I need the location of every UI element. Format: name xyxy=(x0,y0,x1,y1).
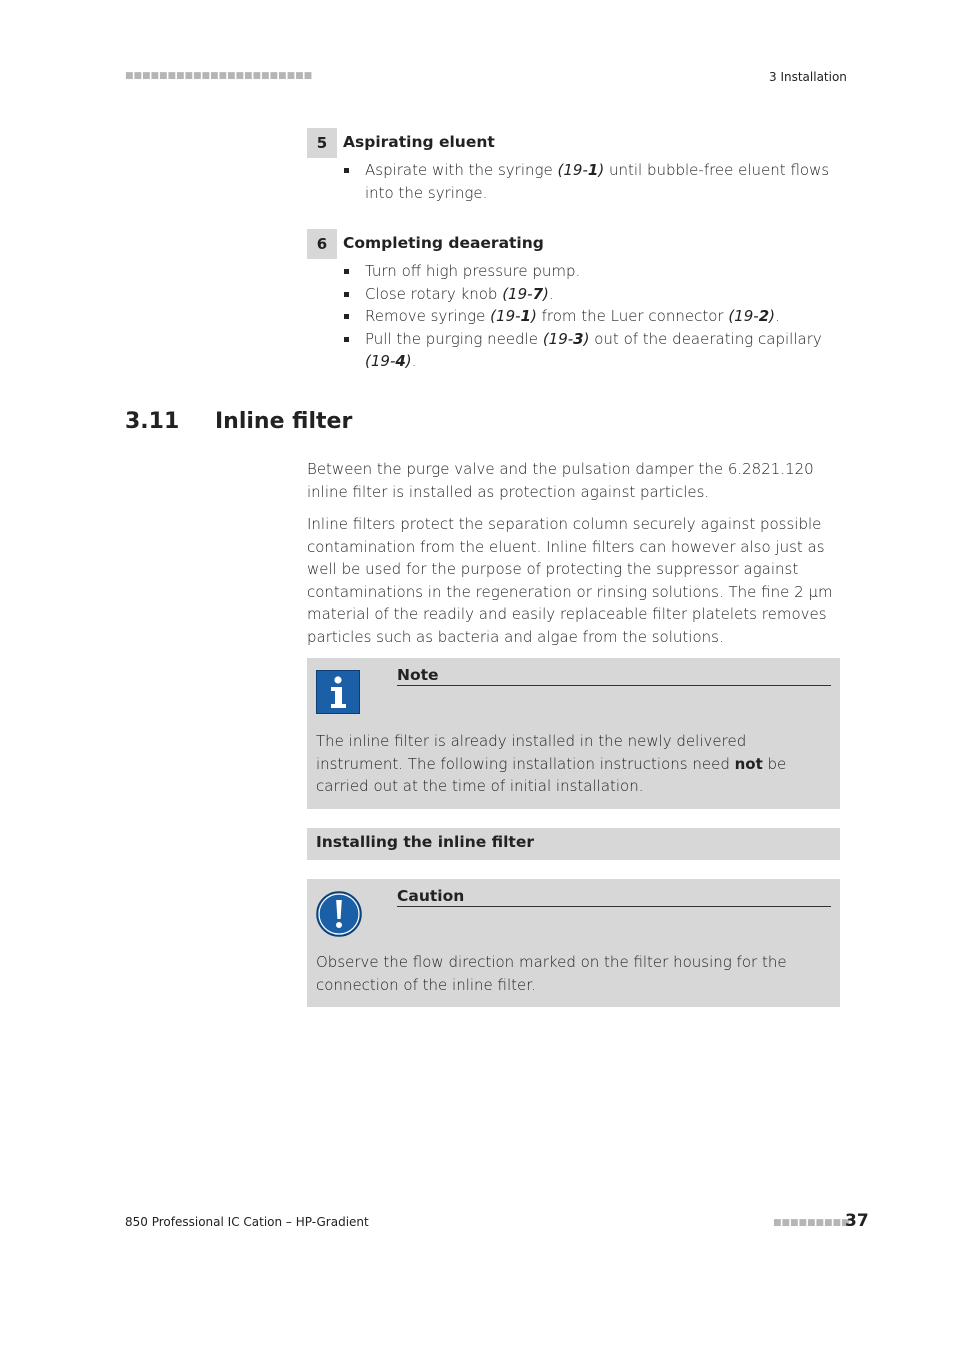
step-number: 6 xyxy=(307,229,337,259)
paragraph: Between the purge valve and the pulsation damper the 6.2821.120 inline filter is installed as protection against particles. xyxy=(307,460,814,501)
paragraph: Inline filters protect the separation column securely against possible contamination from the eluent. Inline filters can however also just as well be used for the purpose of protecting the suppressor against contaminations in the regeneration or rinsing solutions. The fine 2 µm material of the readily and easily replaceable filter platelets removes particles such as bacteria and algae from the solutions. xyxy=(307,515,833,646)
page-number: 37 xyxy=(845,1211,869,1231)
footer-product: 850 Professional IC Cation – HP-Gradient xyxy=(125,1215,369,1229)
footer-decoration: ■■■■■■■■■ xyxy=(773,1218,850,1228)
procedure-heading-text: Installing the inline filter xyxy=(316,833,534,851)
header-decoration: ■■■■■■■■■■■■■■■■■■■■■■ xyxy=(125,71,313,81)
exclamation-icon xyxy=(316,891,362,937)
list-item: Aspirate with the syringe (19-1) until bubble-free eluent flows into the syringe. xyxy=(343,159,843,204)
info-icon xyxy=(316,670,360,714)
step-5-header xyxy=(307,128,840,158)
section-title: Inline filter xyxy=(215,409,353,434)
step-title: Aspirating eluent xyxy=(343,133,495,151)
caution-label: Caution xyxy=(397,887,831,907)
step-number: 5 xyxy=(307,128,337,158)
step-title: Completing deaerating xyxy=(343,234,544,252)
list-item: Pull the purging needle (19-3) out of the deaerating capillary (19-4). xyxy=(343,328,843,373)
running-header-chapter: 3 Installation xyxy=(769,70,847,84)
step-5-bullets xyxy=(343,159,843,204)
step-6-header xyxy=(307,229,840,259)
caution-text: Observe the flow direction marked on the filter housing for the connection of the inline filter. xyxy=(316,953,787,994)
caution-box xyxy=(307,879,840,1007)
section-number: 3.11 xyxy=(125,409,180,434)
list-item: Turn off high pressure pump. xyxy=(343,260,843,283)
list-item: Close rotary knob (19-7). xyxy=(343,283,843,306)
note-box xyxy=(307,658,840,809)
note-text: The inline filter is already installed in the newly delivered instrument. The following installation instructions need not be carried out at the time of initial installation. xyxy=(316,732,787,795)
list-item: Remove syringe (19-1) from the Luer connector (19-2). xyxy=(343,305,843,328)
note-label: Note xyxy=(397,666,831,686)
procedure-heading xyxy=(307,828,840,860)
section-heading xyxy=(125,409,352,434)
step-6-bullets xyxy=(343,260,843,373)
